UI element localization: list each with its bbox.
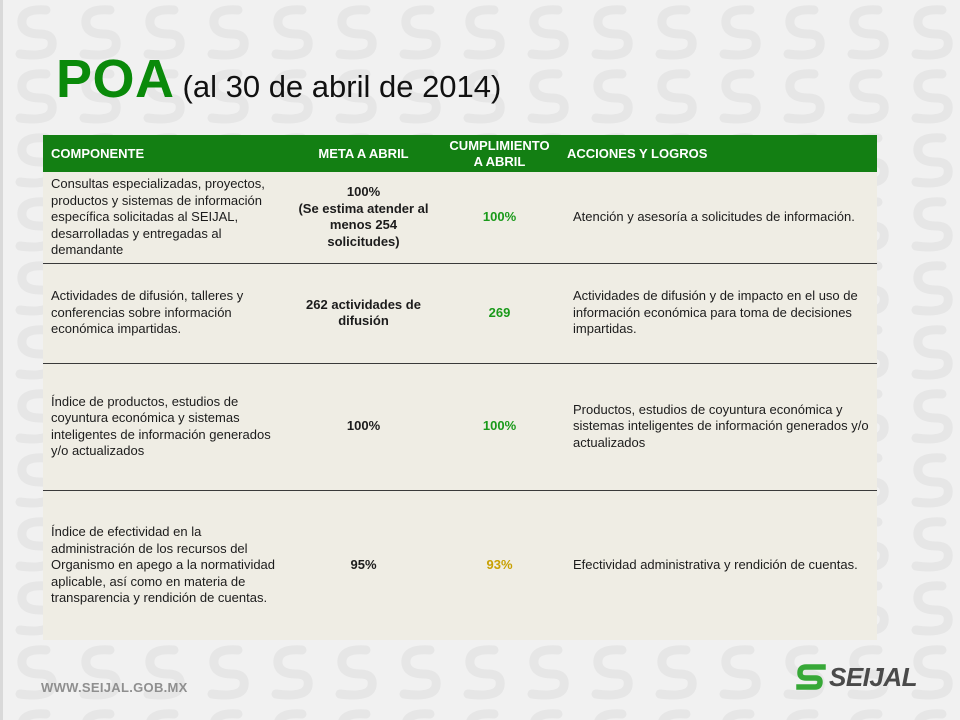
cell-componente: Consultas especializadas, proyectos, productos y sistemas de información específica solicitadas al SEIJAL, desarrolladas y entregadas al demandante [43,172,287,263]
left-edge-line [0,0,3,720]
cell-componente: Índice de efectividad en la administración de los recursos del Organismo en apego a la normatividad aplicable, así como en materia de transparencia y rendición de cuentas. [43,490,287,640]
logo-text: SEIJAL [829,662,918,692]
cell-componente: Índice de productos, estudios de coyuntura económica y sistemas inteligentes de información generados y/o actualizados [43,363,287,490]
title-subtitle: (al 30 de abril de 2014) [182,69,502,104]
table-row [43,490,877,640]
header-meta: META A ABRIL [287,135,440,172]
page-title [56,49,502,109]
table-row [43,363,877,490]
cell-acciones: Productos, estudios de coyuntura económica y sistemas inteligentes de información generados y/o actualizados [559,363,877,490]
cell-acciones: Actividades de difusión y de impacto en el uso de información económica para toma de decisiones impartidas. [559,263,877,363]
cell-cumplimiento: 100% [440,363,559,490]
cell-cumplimiento: 269 [440,263,559,363]
footer-url: WWW.SEIJAL.GOB.MX [41,680,188,695]
header-acciones: ACCIONES Y LOGROS [559,135,877,172]
cell-meta: 95% [287,490,440,640]
seijal-s-logo-icon [796,662,826,692]
table-header-row [43,135,877,172]
cell-acciones: Atención y asesoría a solicitudes de información. [559,172,877,263]
seijal-logo [796,662,917,692]
cell-componente: Actividades de difusión, talleres y conferencias sobre información económica impartidas. [43,263,287,363]
cell-meta: 100% [287,363,440,490]
title-main: POA [56,49,175,109]
table-row [43,172,877,263]
poa-table [43,135,877,640]
cell-meta: 262 actividades de difusión [287,263,440,363]
cell-acciones: Efectividad administrativa y rendición de cuentas. [559,490,877,640]
header-cumplimiento: CUMPLIMIENTO A ABRIL [440,135,559,172]
cell-cumplimiento: 100% [440,172,559,263]
table-row [43,263,877,363]
cell-meta: 100% (Se estima atender al menos 254 solicitudes) [287,172,440,263]
cell-cumplimiento: 93% [440,490,559,640]
header-componente: COMPONENTE [43,135,287,172]
